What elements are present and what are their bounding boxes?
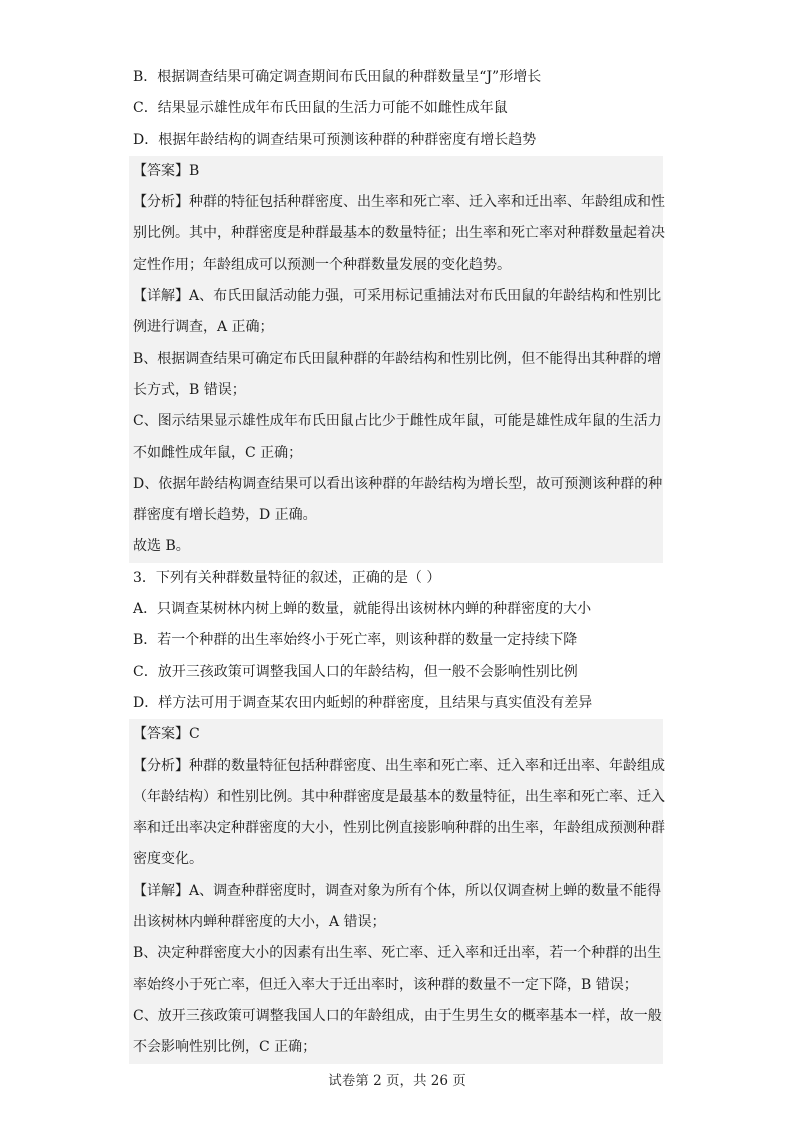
- answer-line: 【答案】C: [133, 726, 200, 743]
- detail-line: 群密度有增长趋势，D 正确。: [133, 507, 317, 524]
- analysis-line: 别比例。其中，种群密度是种群最基本的数量特征；出生率和死亡率对种群数量起着决: [133, 225, 665, 242]
- detail-line: B、决定种群密度大小的因素有出生率、死亡率、迁入率和迁出率，若一个种群的出生: [133, 945, 662, 962]
- detail-line: 率始终小于死亡率，但迁入率大于迁出率时，该种群的数量不一定下降，B 错误；: [133, 976, 638, 993]
- option-line: B．若一个种群的出生率始终小于死亡率，则该种群的数量一定持续下降: [133, 632, 578, 649]
- analysis-line: （年龄结构）和性别比例。其中种群密度是最基本的数量特征，出生率和死亡率、迁入: [133, 788, 665, 805]
- q3-options: [133, 594, 663, 719]
- q3-answer-block: [129, 719, 663, 1063]
- analysis-line: 【分析】种群的数量特征包括种群密度、出生率和死亡率、迁入率和迁出率、年龄组成: [133, 757, 665, 774]
- detail-line: 【详解】A、布氏田鼠活动能力强，可采用标记重捕法对布氏田鼠的年龄结构和性别比: [133, 288, 662, 305]
- detail-line: B、根据调查结果可确定布氏田鼠种群的年龄结构和性别比例，但不能得出其种群的增: [133, 350, 662, 367]
- option-line: A．只调查某树林内树上蝉的数量，就能得出该树林内蝉的种群密度的大小: [133, 601, 592, 618]
- option-line: B．根据调查结果可确定调查期间布氏田鼠的种群数量呈“J”形增长: [133, 69, 542, 85]
- page-footer: 试卷第 2 页，共 26 页: [328, 1073, 466, 1089]
- answer-line: 【答案】B: [133, 162, 200, 179]
- detail-line: 长方式，B 错误；: [133, 381, 246, 398]
- page-content: [133, 62, 663, 1064]
- option-line: D．根据年龄结构的调查结果可预测该种群的种群密度有增长趋势: [133, 131, 537, 148]
- detail-line: 例进行调查，A 正确；: [133, 319, 274, 336]
- analysis-line: 【分析】种群的特征包括种群密度、出生率和死亡率、迁入率和迁出率、年龄组成和性: [133, 194, 665, 211]
- detail-line: 不如雌性成年鼠，C 正确；: [133, 444, 303, 461]
- analysis-line: 定性作用；年龄组成可以预测一个种群数量发展的变化趋势。: [133, 256, 511, 273]
- analysis-line: 密度变化。: [133, 851, 203, 868]
- detail-line: 不会影响性别比例，C 正确；: [133, 1039, 317, 1056]
- option-line: D．样方法可用于调查某农田内蚯蚓的种群密度，且结果与真实值没有差异: [133, 694, 593, 711]
- option-line: C．放开三孩政策可调整我国人口的年龄结构，但一般不会影响性别比例: [133, 663, 578, 680]
- analysis-line: 率和迁出率决定种群密度的大小，性别比例直接影响种群的出生率，年龄组成预测种群: [133, 820, 665, 837]
- detail-line: 出该树林内蝉种群密度的大小，A 错误；: [133, 914, 386, 931]
- conclusion-line: 故选 B。: [133, 538, 190, 555]
- q2-answer-block: [129, 156, 663, 563]
- detail-line: C、图示结果显示雄性成年布氏田鼠占比少于雌性成年鼠，可能是雄性成年鼠的生活力: [133, 413, 662, 430]
- option-line: C．结果显示雄性成年布氏田鼠的生活力可能不如雌性成年鼠: [133, 100, 508, 117]
- q2-options: [133, 62, 663, 156]
- detail-line: D、依据年龄结构调查结果可以看出该种群的年龄结构为增长型，故可预测该种群的种: [133, 475, 663, 492]
- question-stem: 3．下列有关种群数量特征的叙述，正确的是（ ）: [133, 569, 441, 586]
- detail-line: C、放开三孩政策可调整我国人口的年龄组成，由于生男生女的概率基本一样，故一般: [133, 1007, 662, 1024]
- detail-line: 【详解】A、调查种群密度时，调查对象为所有个体，所以仅调查树上蝉的数量不能得: [133, 882, 662, 899]
